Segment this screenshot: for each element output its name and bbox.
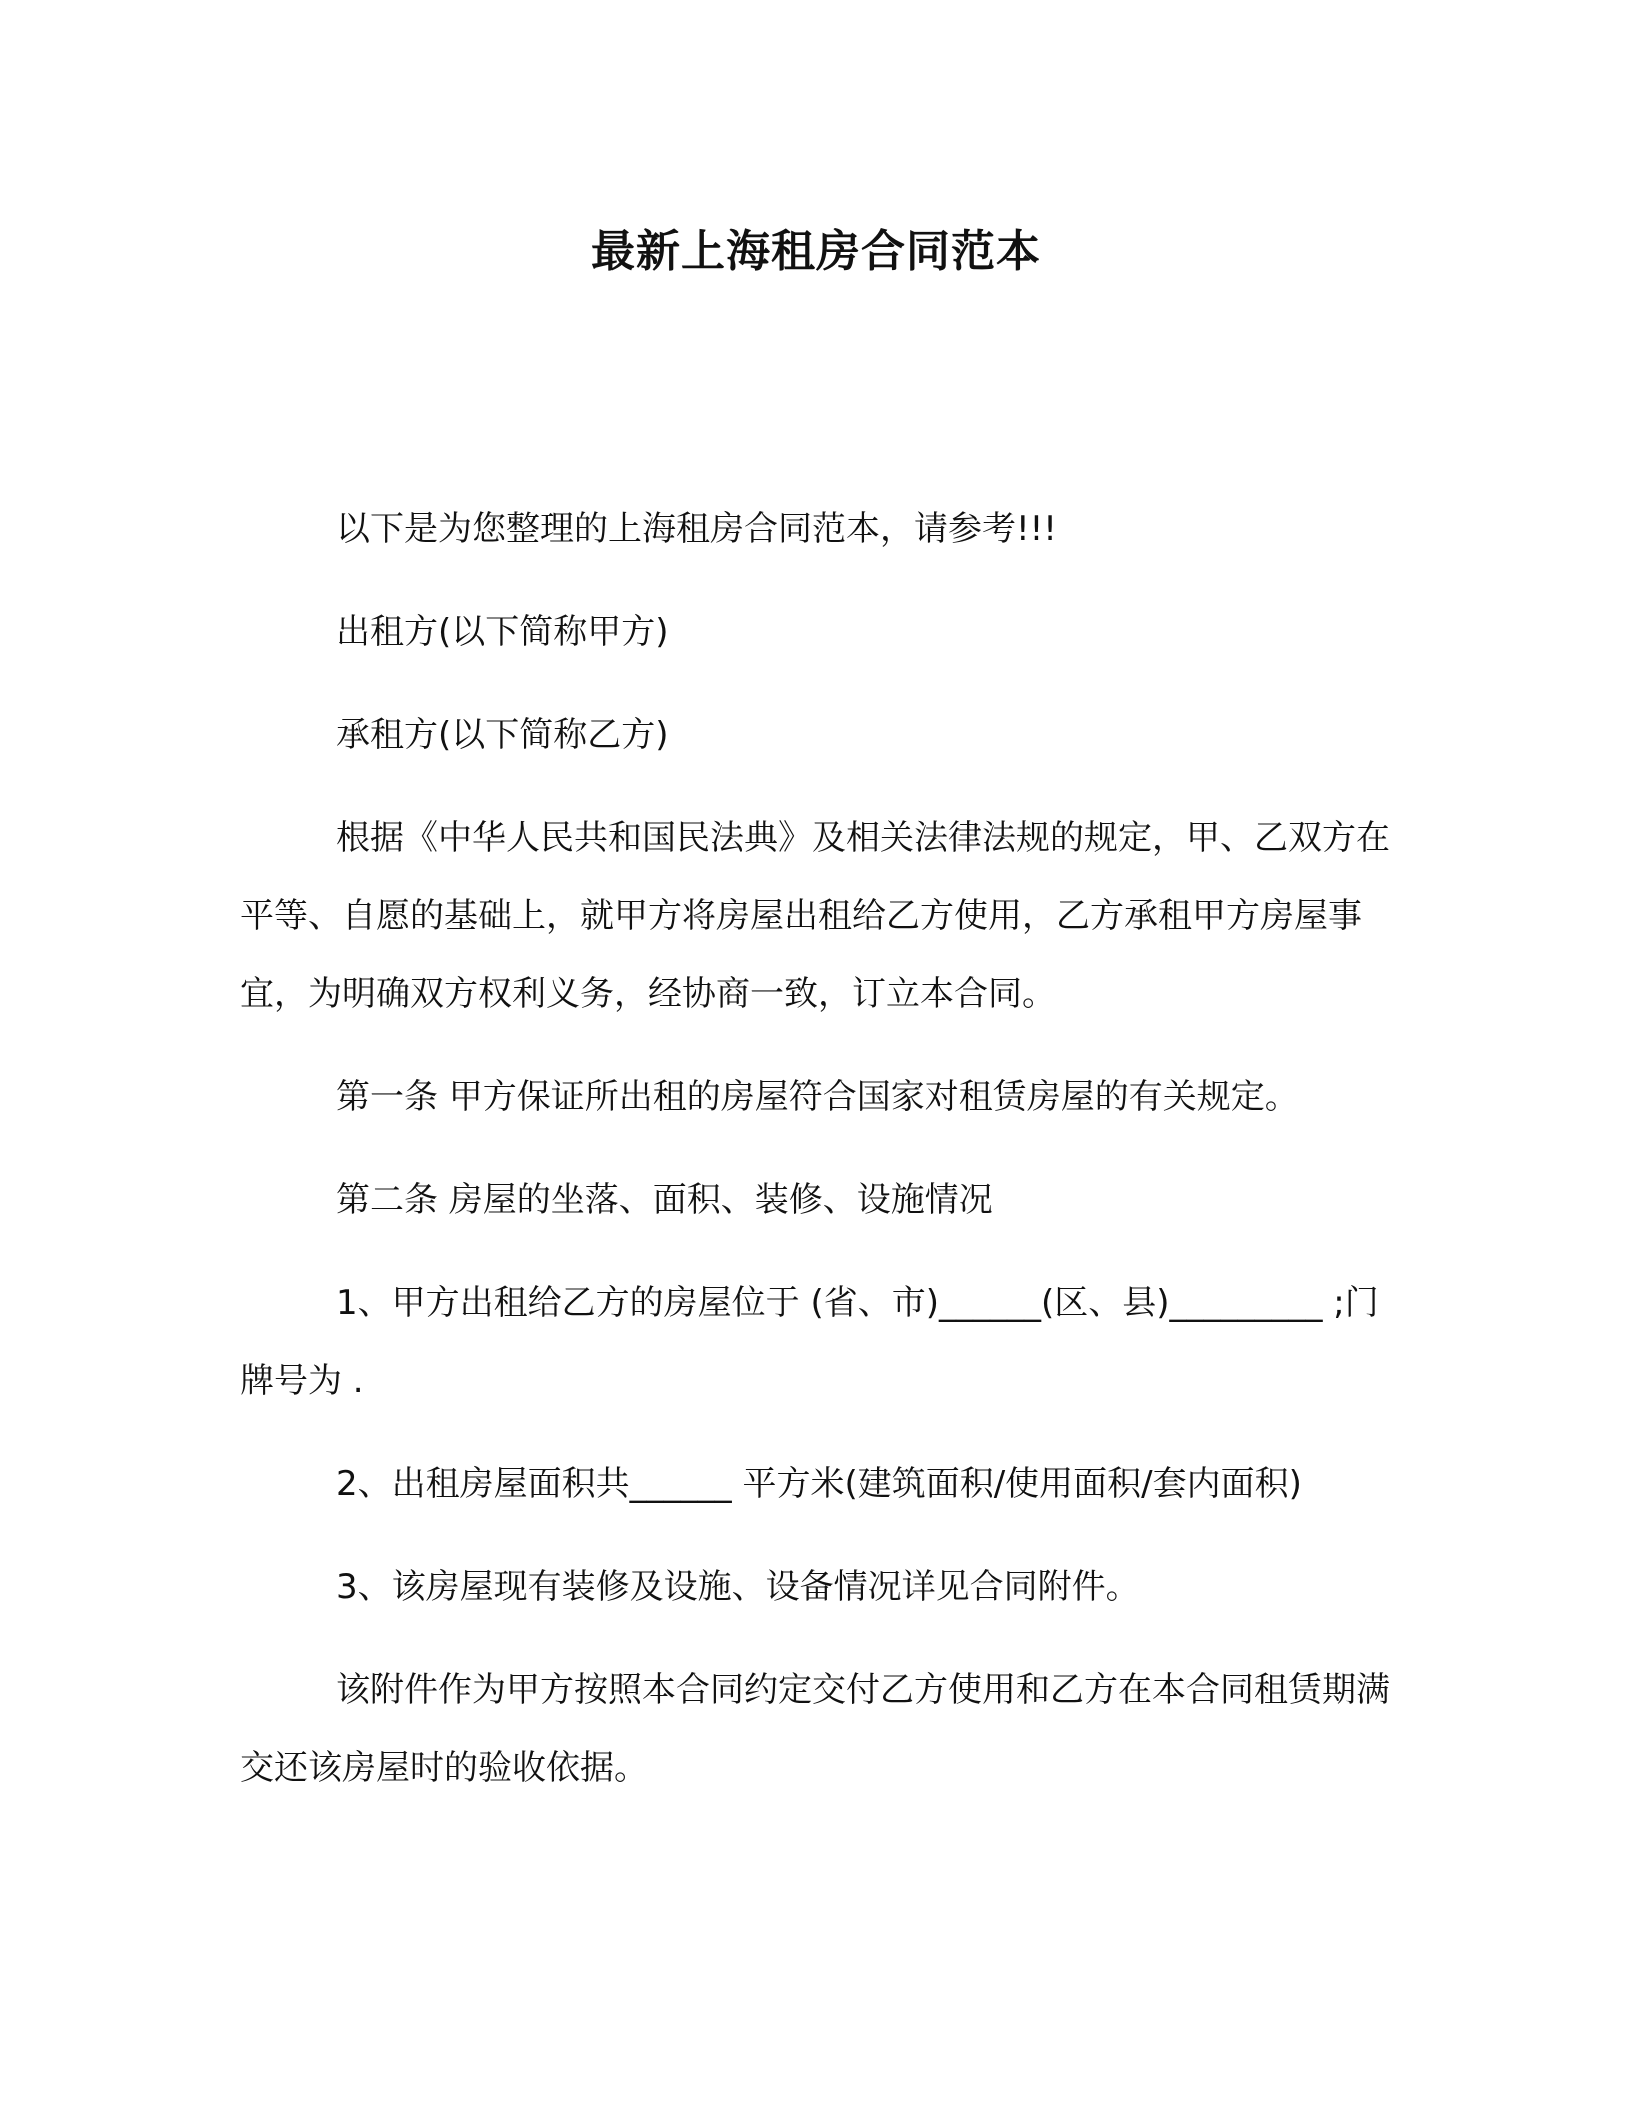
clause-location: 1、甲方出租给乙方的房屋位于 (省、市)______(区、县)_________ ;门牌号为 . xyxy=(240,1283,1379,1401)
lessee-line: 承租方(以下简称乙方) xyxy=(336,715,669,755)
attachment-paragraph: 该附件作为甲方按照本合同约定交付乙方使用和乙方在本合同租赁期满交还该房屋时的验收依据。 xyxy=(240,1670,1390,1788)
lessor-line: 出租方(以下简称甲方) xyxy=(336,612,669,652)
legal-basis-paragraph: 根据《中华人民共和国民法典》及相关法律法规的规定，甲、乙双方在平等、自愿的基础上，就甲方将房屋出租给乙方使用，乙方承租甲方房屋事宜，为明确双方权利义务，经协商一致，订立本合同。 xyxy=(240,818,1390,1014)
article-one: 第一条 甲方保证所出租的房屋符合国家对租赁房屋的有关规定。 xyxy=(336,1077,1299,1117)
document-title: 最新上海租房合同范本 xyxy=(591,226,1041,277)
document-body xyxy=(240,490,1390,1832)
clause-facilities: 3、该房屋现有装修及设施、设备情况详见合同附件。 xyxy=(336,1567,1140,1607)
intro-paragraph: 以下是为您整理的上海租房合同范本，请参考!!! xyxy=(336,509,1057,549)
clause-area: 2、出租房屋面积共______ 平方米(建筑面积/使用面积/套内面积) xyxy=(336,1464,1302,1504)
article-two-heading: 第二条 房屋的坐落、面积、装修、设施情况 xyxy=(336,1180,993,1220)
